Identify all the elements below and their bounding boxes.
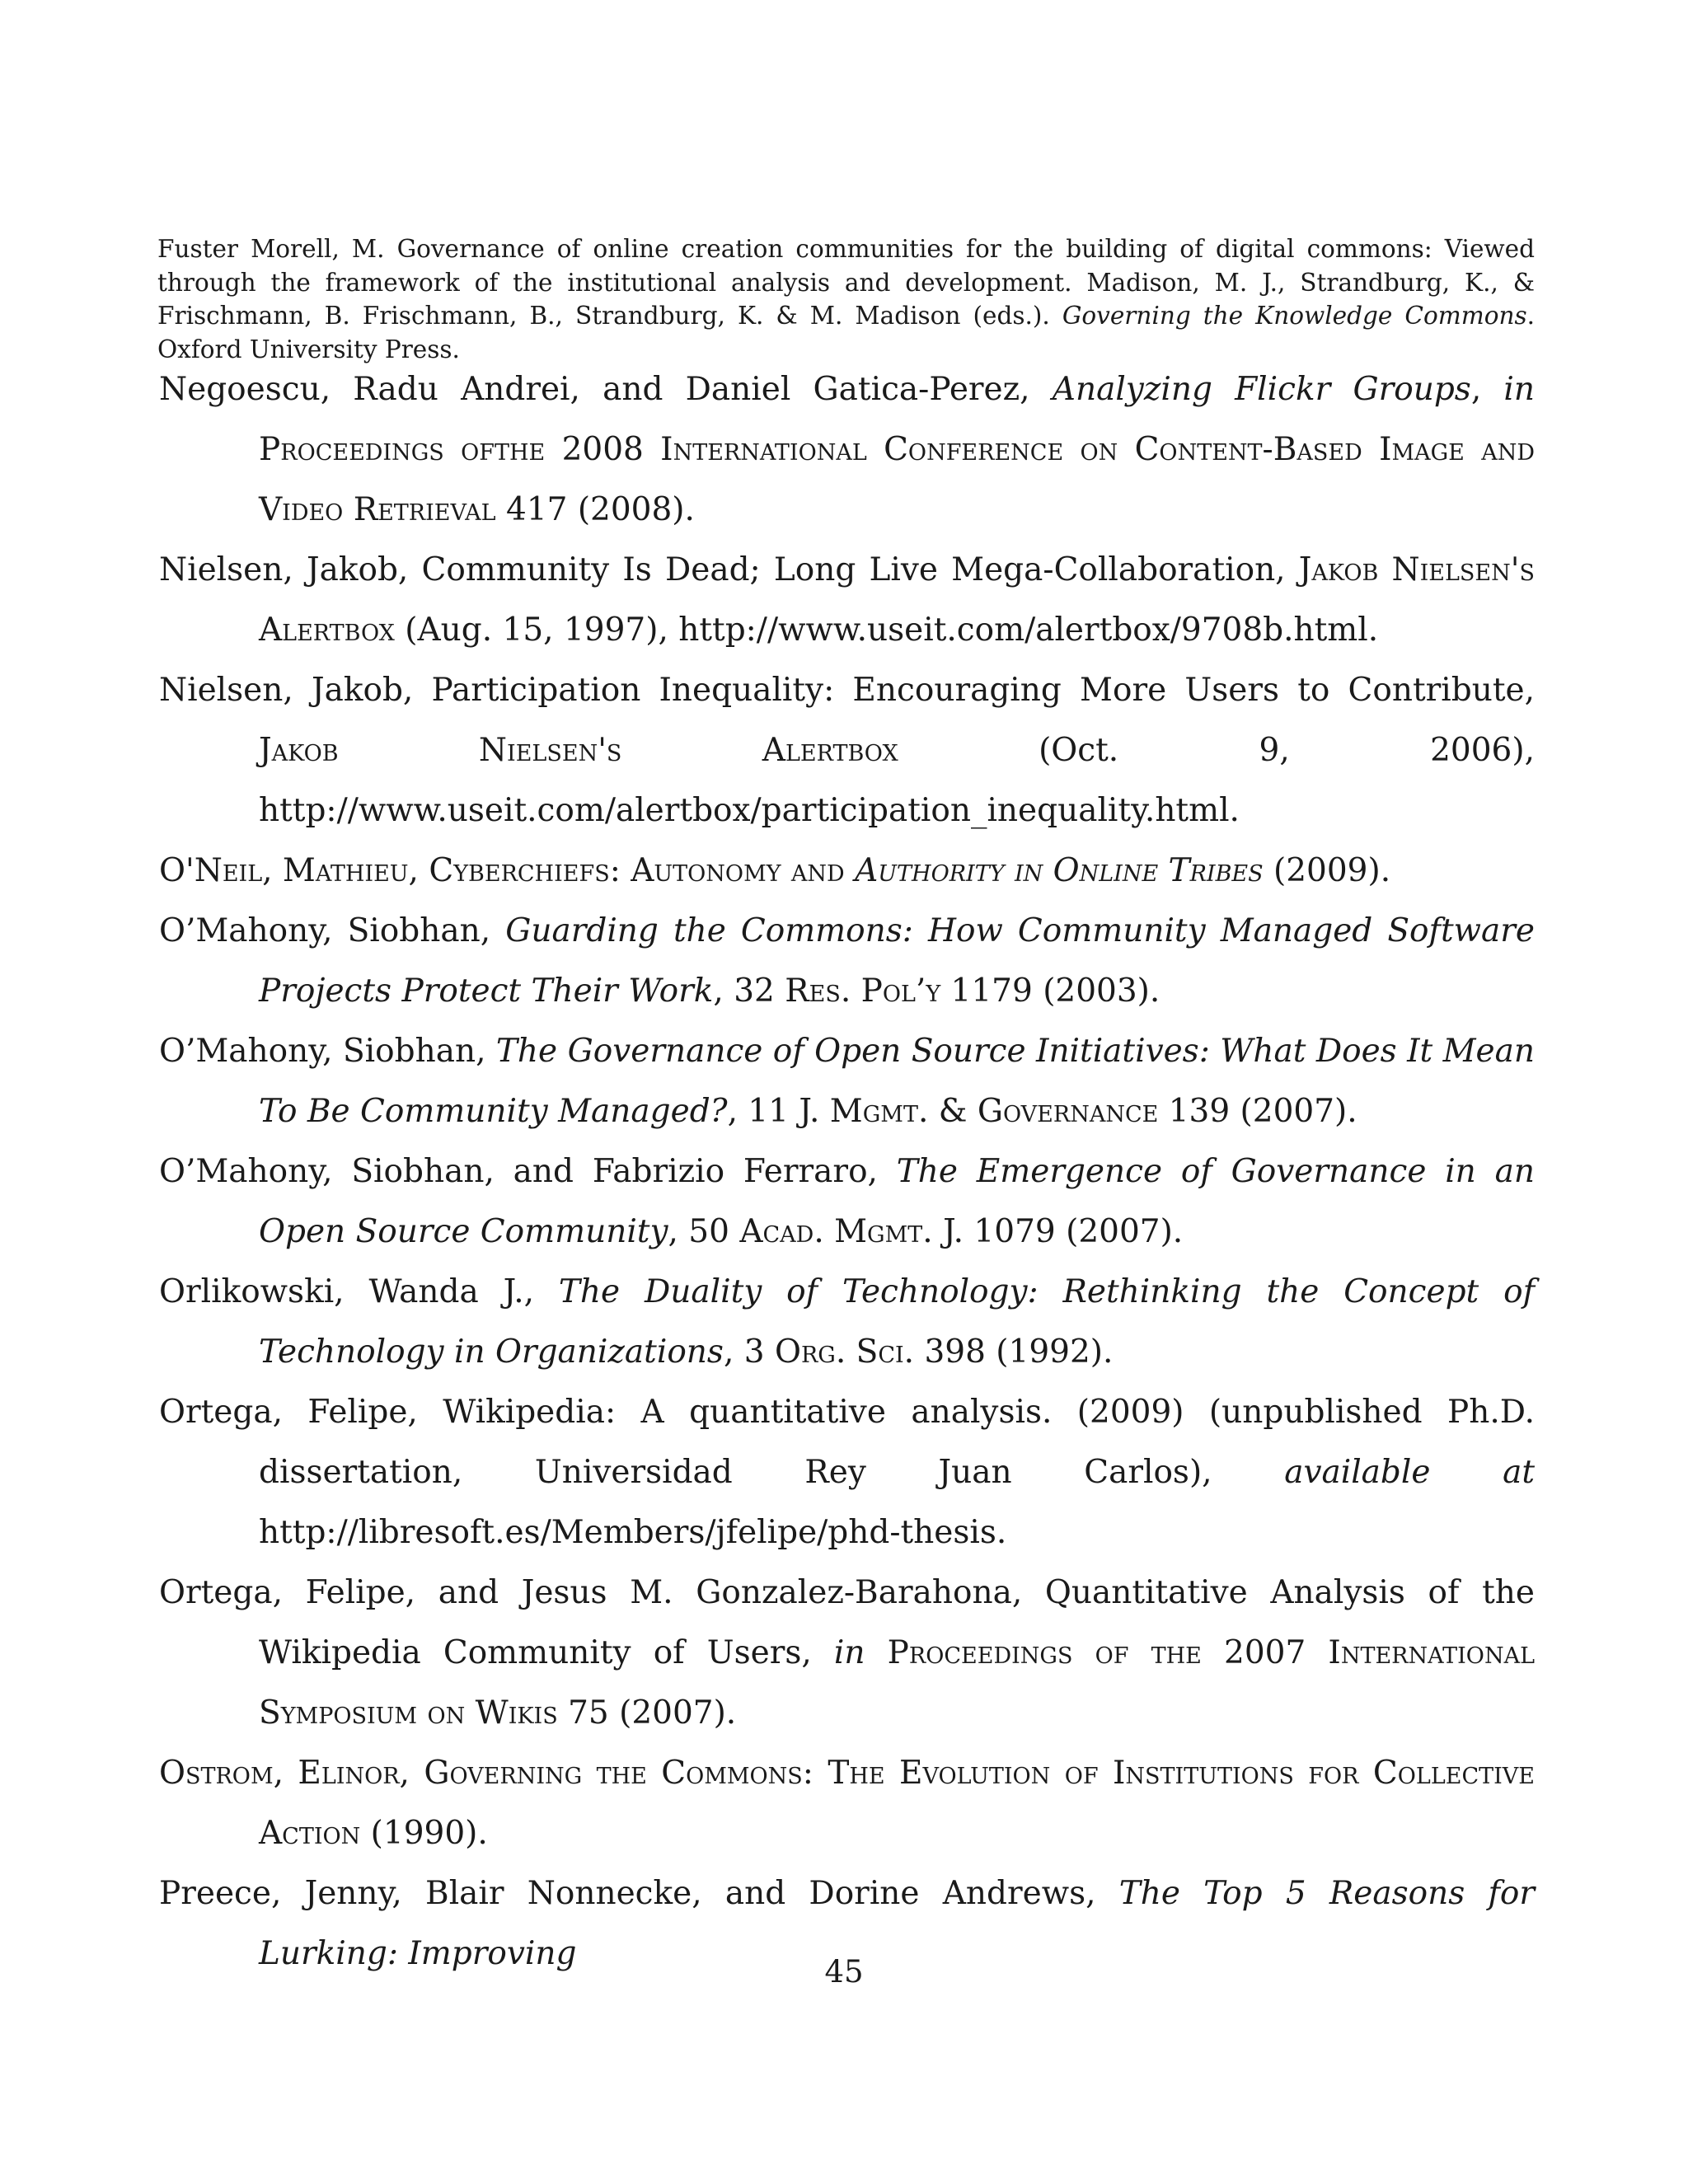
reference-text: The Governance of Open Source Initiatives: What Does It Mean To Be Community Managed? <box>259 1033 1536 1130</box>
reference-text: O'Neil, Mathieu, Cyberchiefs: Autonomy and <box>159 852 856 889</box>
reference-text: O’Mahony, Siobhan, <box>159 912 506 949</box>
reference-text: Ostrom, Elinor, Governing the Commons: The Evolution of Institutions for Collective Action <box>159 1755 1535 1852</box>
page-number: 45 <box>824 1954 864 1990</box>
reference-text: Proceedings ofthe 2008 International Conference on Content-Based Image and Video Retrieval <box>259 431 1535 528</box>
reference-text: Org. Sci. <box>774 1333 915 1371</box>
reference-text: Ortega, Felipe, Wikipedia: A quantitative analysis. (2009) (unpublished Ph.D. dissertation, Universidad Rey Juan Carlos), <box>159 1394 1535 1491</box>
reference-text: Jakob Nielsen's Alertbox <box>259 551 1535 649</box>
reference-entry <box>159 901 1535 1021</box>
reference-text: 1179 (2003). <box>940 972 1160 1010</box>
reference-text: O’Mahony, Siobhan, and Fabrizio Ferraro, <box>159 1153 897 1190</box>
reference-entry <box>159 1563 1535 1743</box>
reference-text: in <box>833 1634 865 1671</box>
reference-entry <box>159 540 1535 660</box>
reference-entry <box>159 359 1535 540</box>
reference-text: , <box>1470 371 1504 408</box>
reference-entry <box>159 1382 1535 1563</box>
footnote-citation <box>157 232 1535 366</box>
reference-text: 139 (2007). <box>1158 1093 1357 1130</box>
reference-text: Jakob Nielsen's Alertbox <box>259 732 898 769</box>
reference-text: Acad. Mgmt. <box>739 1213 933 1250</box>
reference-entry <box>159 660 1535 841</box>
reference-text: J. 1079 (2007). <box>932 1213 1184 1250</box>
reference-text: The Top 5 Reasons for Lurking: Improving <box>259 1875 1535 1972</box>
reference-text: Res. Pol’y <box>785 972 941 1010</box>
reference-text: (1990). <box>360 1815 488 1852</box>
footnote-book-title: Governing the Knowledge Commons <box>1062 302 1527 330</box>
reference-text: Negoescu, Radu Andrei, and Daniel Gatica-Perez, <box>159 371 1053 408</box>
reference-text: Authority in Online Tribes <box>855 852 1264 889</box>
reference-text: in <box>1503 371 1536 408</box>
reference-text <box>865 1634 888 1671</box>
reference-text: 417 (2008). <box>495 491 695 528</box>
reference-text: O’Mahony, Siobhan, <box>159 1033 496 1070</box>
reference-text: Analyzing Flickr Groups <box>1052 371 1471 408</box>
reference-text: (2009). <box>1263 852 1391 889</box>
reference-text: The Duality of Technology: Rethinking the Concept of Technology in Organizations <box>259 1273 1535 1371</box>
reference-text: Guarding the Commons: How Community Managed Software Projects Protect Their Work <box>259 912 1535 1010</box>
reference-text: Ortega, Felipe, and Jesus M. Gonzalez-Barahona, Quantitative Analysis of the Wikipedia Community of Users, <box>159 1574 1535 1671</box>
reference-text: http://libresoft.es/Members/jfelipe/phd-thesis. <box>259 1514 1007 1551</box>
reference-list <box>159 359 1535 1984</box>
reference-text: , 3 <box>723 1333 775 1371</box>
reference-text: , 32 <box>713 972 785 1010</box>
footnote-text: Fuster Morell, M. Governance of online creation communities for the building of digital commons: Viewed through the framework of the institutional analysis and development. Madison, M. J., Strandburg, K., & Frischmann, B. Frischmann, B., Strandburg, K. & M. Madison (eds.). <box>157 235 1535 330</box>
reference-text: Nielsen, Jakob, Participation Inequality: Encouraging More Users to Contribute, <box>159 672 1535 709</box>
reference-entry <box>159 841 1535 901</box>
reference-entry <box>159 1262 1535 1382</box>
reference-text: 398 (1992). <box>914 1333 1114 1371</box>
reference-text: available at <box>1284 1454 1535 1491</box>
reference-entry <box>159 1021 1535 1141</box>
reference-text: (Aug. 15, 1997), http://www.useit.com/alertbox/9708b.html. <box>394 612 1379 649</box>
reference-text: The Emergence of Governance in an Open Source Community <box>259 1153 1535 1250</box>
reference-text: (Oct. 9, 2006), http://www.useit.com/alertbox/participation_inequality.html. <box>259 732 1535 829</box>
reference-entry <box>159 1141 1535 1262</box>
reference-text: , 11 J. <box>727 1093 830 1130</box>
reference-text: Mgmt. & Governance <box>829 1093 1159 1130</box>
reference-text: Orlikowski, Wanda J., <box>159 1273 559 1310</box>
reference-text: Proceedings of the 2007 International Symposium on Wikis <box>259 1634 1535 1732</box>
reference-text: 75 (2007). <box>557 1694 737 1732</box>
reference-entry <box>159 1743 1535 1863</box>
footnote-publisher: . Oxford University Press. <box>157 302 1535 363</box>
reference-text: Nielsen, Jakob, Community Is Dead; Long Live Mega-Collaboration, <box>159 551 1299 588</box>
reference-text: , 50 <box>668 1213 740 1250</box>
reference-text: Preece, Jenny, Blair Nonnecke, and Dorine Andrews, <box>159 1875 1119 1912</box>
